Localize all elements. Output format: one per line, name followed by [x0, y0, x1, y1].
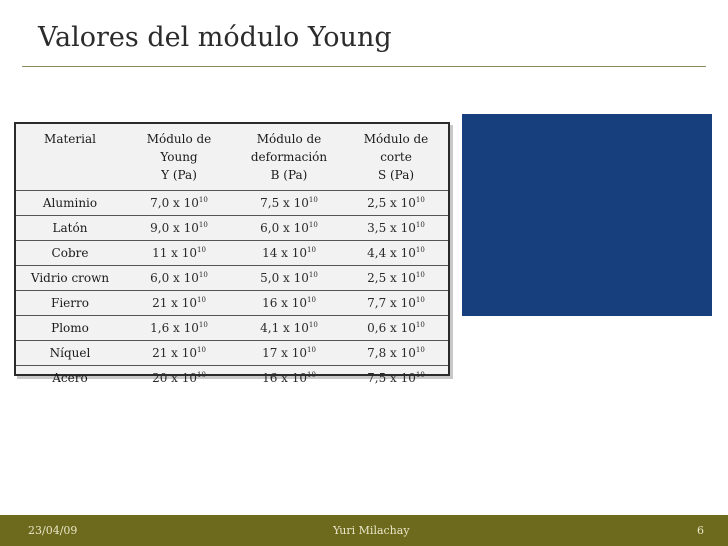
value-mantissa: 16 x 10: [262, 296, 307, 310]
value-mantissa: 7,8 x 10: [367, 346, 416, 360]
value-exponent: 10: [415, 196, 425, 204]
slide-footer: [0, 515, 728, 546]
value-mantissa: 7,0 x 10: [150, 196, 199, 210]
value-mantissa: 7,7 x 10: [367, 296, 416, 310]
table-row: [16, 241, 448, 266]
value-exponent: 10: [308, 221, 318, 229]
shear-cell: [344, 241, 448, 266]
table-row: [16, 216, 448, 241]
value-exponent: 10: [198, 196, 208, 204]
header-unit: B (Pa): [270, 168, 308, 182]
material-cell: Latón: [16, 216, 124, 241]
bulk-cell: [234, 366, 344, 391]
young-modulus-table: [14, 122, 450, 385]
bulk-cell: [234, 216, 344, 241]
header-line: Material: [44, 132, 96, 146]
blue-panel: [462, 114, 712, 316]
young-cell: [124, 216, 234, 241]
value-mantissa: 17 x 10: [262, 346, 307, 360]
header-unit: Y (Pa): [161, 168, 197, 182]
value-mantissa: 6,0 x 10: [150, 271, 199, 285]
header-line: corte: [380, 150, 412, 164]
footer-date: 23/04/09: [28, 524, 78, 537]
bulk-cell: [234, 266, 344, 291]
value-mantissa: 5,0 x 10: [260, 271, 309, 285]
value-mantissa: 4,1 x 10: [260, 321, 309, 335]
slide-title: Valores del módulo Young: [38, 22, 392, 53]
header-line: Módulo de: [146, 132, 212, 146]
value-mantissa: 21 x 10: [152, 296, 197, 310]
header-shear: [344, 124, 448, 191]
header-line: Módulo de: [363, 132, 429, 146]
value-mantissa: 4,4 x 10: [367, 246, 416, 260]
table-row: [16, 316, 448, 341]
value-exponent: 10: [415, 346, 425, 354]
value-exponent: 10: [415, 296, 425, 304]
value-mantissa: 16 x 10: [262, 371, 307, 385]
young-cell: [124, 241, 234, 266]
material-cell: Acero: [52, 371, 88, 385]
young-cell: [124, 316, 234, 341]
table-row: [16, 366, 448, 391]
value-exponent: 10: [197, 246, 206, 254]
value-exponent: 10: [308, 321, 318, 329]
value-mantissa: 9,0 x 10: [150, 221, 199, 235]
material-cell: Plomo: [16, 316, 124, 341]
footer-author: Yuri Milachay: [333, 524, 410, 537]
value-exponent: 10: [415, 371, 425, 379]
header-young: [124, 124, 234, 191]
value-exponent: 10: [198, 271, 208, 279]
value-exponent: 10: [197, 296, 206, 304]
header-line: deformación: [250, 150, 328, 164]
shear-cell: [344, 191, 448, 216]
value-exponent: 10: [197, 346, 206, 354]
value-exponent: 10: [198, 221, 208, 229]
value-mantissa: 21 x 10: [152, 346, 197, 360]
value-exponent: 10: [415, 271, 425, 279]
young-cell: [124, 291, 234, 316]
value-mantissa: 0,6 x 10: [367, 321, 416, 335]
table-row: [16, 266, 448, 291]
value-mantissa: 1,6 x 10: [150, 321, 199, 335]
value-mantissa: 7,5 x 10: [260, 196, 309, 210]
value-exponent: 10: [415, 246, 425, 254]
data-table: [16, 124, 448, 390]
value-exponent: 10: [308, 271, 318, 279]
value-mantissa: 11 x 10: [152, 246, 197, 260]
material-cell: Cobre: [16, 241, 124, 266]
shear-cell: [344, 266, 448, 291]
table-row: [16, 191, 448, 216]
table-header-row: [16, 124, 448, 191]
bulk-cell: [234, 341, 344, 366]
bulk-cell: [234, 191, 344, 216]
shear-cell: [344, 366, 448, 391]
value-mantissa: 6,0 x 10: [260, 221, 309, 235]
shear-cell: [344, 341, 448, 366]
value-mantissa: 7,5 x 10: [367, 371, 416, 385]
material-cell: Níquel: [16, 341, 124, 366]
value-exponent: 10: [415, 221, 425, 229]
table-row: [16, 341, 448, 366]
footer-page-number: 6: [697, 524, 704, 537]
header-bulk: [234, 124, 344, 191]
value-exponent: 10: [307, 296, 316, 304]
young-cell: [124, 366, 234, 391]
young-cell: [124, 191, 234, 216]
header-unit: S (Pa): [377, 168, 415, 182]
shear-cell: [344, 316, 448, 341]
bulk-cell: [234, 291, 344, 316]
material-cell: Vidrio crown: [16, 266, 124, 291]
value-mantissa: 20 x 10: [152, 371, 197, 385]
title-divider: [22, 66, 706, 67]
material-cell: Aluminio: [16, 191, 124, 216]
value-exponent: 10: [197, 371, 206, 379]
value-exponent: 10: [307, 246, 316, 254]
value-mantissa: 3,5 x 10: [367, 221, 416, 235]
bulk-cell: [234, 241, 344, 266]
header-material: [16, 124, 124, 191]
young-cell: [124, 341, 234, 366]
shear-cell: [344, 291, 448, 316]
value-exponent: 10: [198, 321, 208, 329]
value-exponent: 10: [415, 321, 425, 329]
value-exponent: 10: [308, 196, 318, 204]
young-cell: [124, 266, 234, 291]
material-cell: Fierro: [16, 291, 124, 316]
bulk-cell: [234, 316, 344, 341]
value-mantissa: 2,5 x 10: [367, 271, 416, 285]
header-line: Módulo de: [256, 132, 322, 146]
table-row: [16, 291, 448, 316]
header-line: Young: [160, 150, 198, 164]
shear-cell: [344, 216, 448, 241]
value-exponent: 10: [307, 371, 316, 379]
value-mantissa: 2,5 x 10: [367, 196, 416, 210]
value-exponent: 10: [307, 346, 316, 354]
value-mantissa: 14 x 10: [262, 246, 307, 260]
